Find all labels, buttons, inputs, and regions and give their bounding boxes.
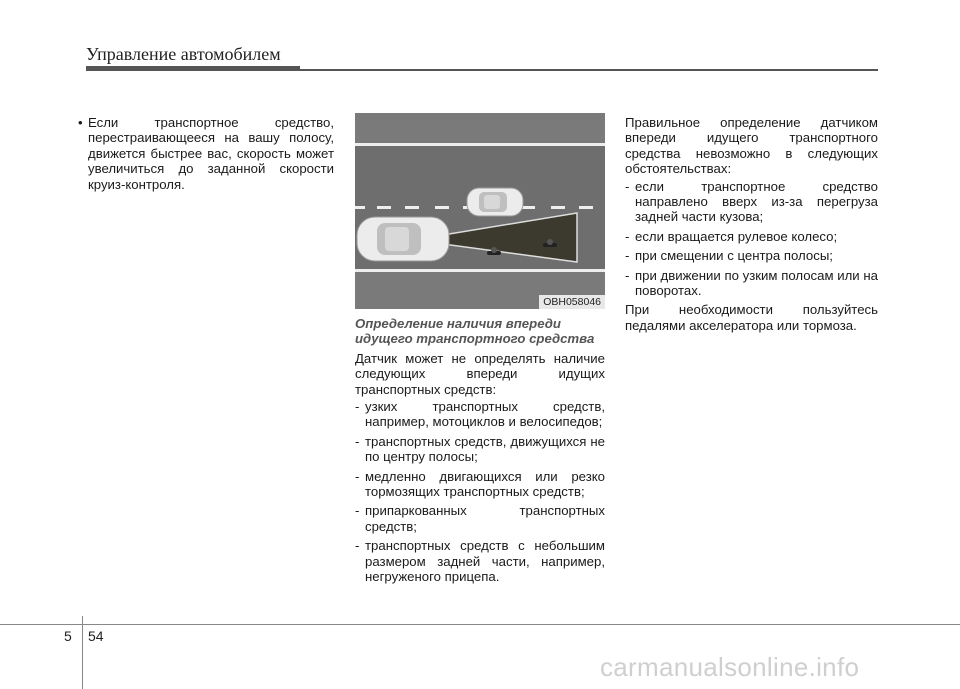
intro-text: Датчик может не определять наличие следующих впереди идущих транспортных средств: xyxy=(355,350,605,397)
bullet-item xyxy=(78,115,334,192)
intro-text: Правильное определение датчиком впереди идущего транспортного средства невозможно в следующих обстоятельствах: xyxy=(625,115,878,177)
list-item: - узких транспортных средств, например, мотоциклов и велосипедов; xyxy=(355,399,605,430)
subsection-heading: Определение наличия впереди идущего транспортного средства xyxy=(355,316,595,347)
page-number: 54 xyxy=(88,628,104,644)
header-rule-thin xyxy=(300,69,878,71)
column-middle xyxy=(355,316,605,589)
footer-rule xyxy=(0,624,960,625)
list-item: - если транспортное средство направлено вверх из-за перегруза задней части кузова; xyxy=(625,178,878,225)
list-item: - при смещении с центра полосы; xyxy=(625,248,833,264)
header-rule-thick xyxy=(86,66,300,71)
list-item: - транспортных средств с небольшим размером задней части, например, негруженого прицепа. xyxy=(355,538,605,585)
road-scene-image xyxy=(355,113,605,309)
list-item: - транспортных средств, движущихся не по центру полосы; xyxy=(355,433,605,465)
column-right xyxy=(625,115,878,333)
figure-code: OBH058046 xyxy=(539,295,605,309)
radar-illustration xyxy=(355,113,605,309)
bullet-text: Если транспортное средство, перестраивающееся на вашу полосу, движется быстрее вас, скорость может увеличиться до заданной скорости круиз-контроля. xyxy=(88,115,334,192)
section-title: Управление автомобилем xyxy=(86,44,281,64)
watermark: carmanualsonline.info xyxy=(600,652,860,682)
closing-text: При необходимости пользуйтесь педалями акселератора или тормоза. xyxy=(625,302,878,333)
list-item: - медленно двигающихся или резко тормозящих транспортных средств; xyxy=(355,468,605,500)
list-item: - припаркованных транспортных средств; xyxy=(355,503,605,534)
bullet-icon: • xyxy=(78,115,83,130)
chapter-number: 5 xyxy=(64,628,72,644)
list-item: - если вращается рулевое колесо; xyxy=(625,228,838,244)
column-left xyxy=(78,115,334,192)
footer-divider xyxy=(82,616,83,689)
list-item: - при движении по узким полосам или на поворотах. xyxy=(625,267,878,299)
